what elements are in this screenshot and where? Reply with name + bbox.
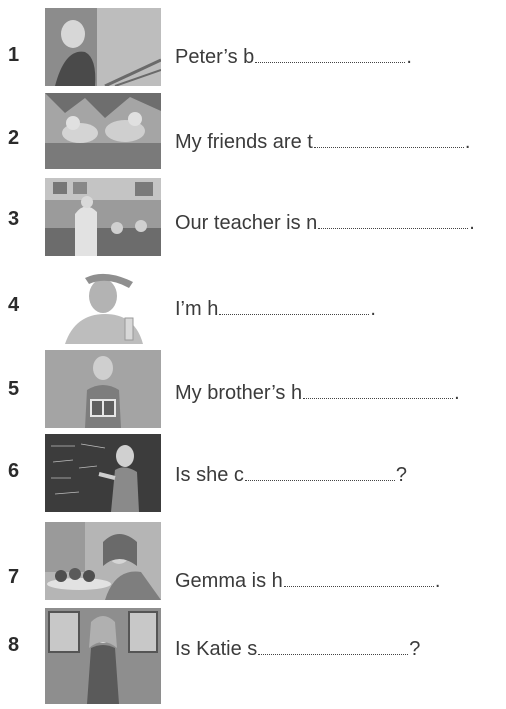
item-number: 8	[8, 634, 20, 656]
item-number: 7	[8, 566, 20, 588]
item-number: 6	[8, 460, 20, 482]
hot-boy-photo	[45, 268, 161, 344]
exercise-item-8	[0, 608, 506, 704]
sentence-end: .	[454, 382, 460, 404]
sentence-end: .	[434, 570, 441, 592]
sentence-start: Peter’s b	[175, 46, 255, 68]
answer-blank[interactable]	[245, 460, 395, 481]
sentence	[175, 294, 376, 321]
answer-blank[interactable]	[318, 208, 468, 229]
exercise-item-2	[0, 93, 506, 171]
sentence	[175, 460, 407, 487]
exercise-item-7	[0, 522, 506, 602]
sentence	[175, 208, 475, 235]
sentence	[175, 42, 412, 69]
sentence-end: .	[464, 131, 471, 153]
sentence-end: .	[370, 298, 376, 320]
answer-blank[interactable]	[258, 634, 408, 655]
sentence-start: Is she c	[175, 464, 244, 486]
sentence-start: My brother’s h	[175, 382, 303, 404]
item-number: 5	[8, 378, 20, 400]
answer-blank[interactable]	[255, 42, 405, 63]
exercise-item-4	[0, 268, 506, 346]
sentence-start: I’m h	[175, 298, 219, 320]
sentence	[175, 378, 460, 405]
exercise-item-3	[0, 178, 506, 258]
girl-at-blackboard-photo	[45, 434, 161, 512]
boy-with-present-photo	[45, 350, 161, 428]
boy-at-window-photo	[45, 8, 161, 86]
crying-girl-photo	[45, 608, 161, 704]
item-number: 4	[8, 294, 20, 316]
answer-blank[interactable]	[314, 127, 464, 148]
item-number: 1	[8, 44, 20, 66]
sentence	[175, 566, 440, 593]
sentence-end: .	[469, 212, 475, 234]
sentence	[175, 127, 470, 154]
girl-with-cupcakes-photo	[45, 522, 161, 600]
answer-blank[interactable]	[284, 566, 434, 587]
tired-friends-photo	[45, 93, 161, 169]
sentence	[175, 634, 420, 661]
classroom-photo	[45, 178, 161, 256]
sentence-end: ?	[409, 638, 421, 660]
exercise-item-5	[0, 350, 506, 430]
sentence-start: Is Katie s	[175, 638, 258, 660]
item-number: 2	[8, 127, 20, 149]
sentence-end: .	[406, 46, 412, 68]
answer-blank[interactable]	[303, 378, 453, 399]
sentence-start: Gemma is h	[175, 570, 283, 592]
item-number: 3	[8, 208, 20, 230]
sentence-end: ?	[395, 464, 408, 486]
sentence-start: My friends are t	[175, 131, 313, 153]
exercise-item-1	[0, 8, 506, 88]
exercise-item-6	[0, 434, 506, 514]
sentence-start: Our teacher is n	[175, 212, 318, 234]
answer-blank[interactable]	[219, 294, 369, 315]
